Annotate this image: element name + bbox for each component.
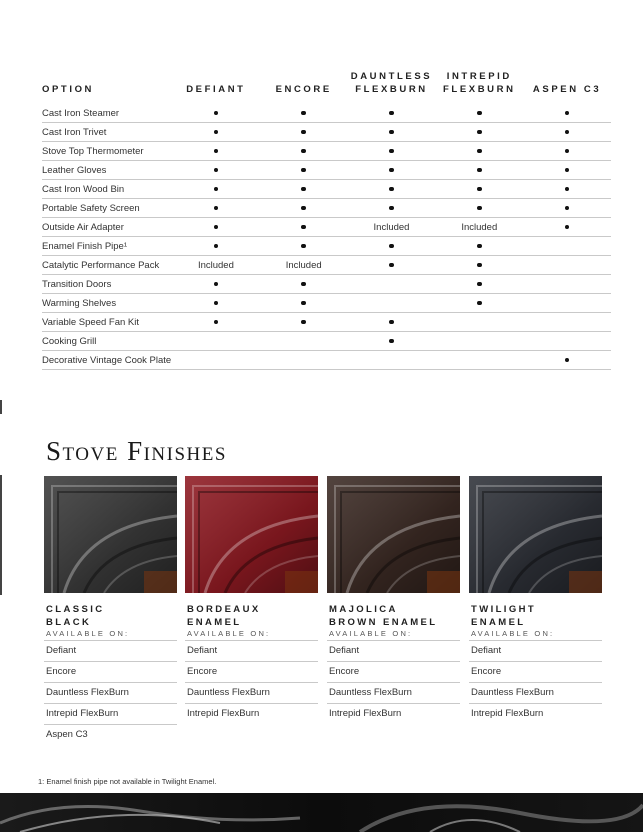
finish-name (44, 603, 177, 629)
finish-name-line: BLACK (46, 617, 92, 628)
bullet-icon (477, 206, 482, 211)
bullet-icon (389, 111, 394, 116)
bullet-icon (477, 168, 482, 173)
option-row (42, 294, 611, 313)
bullet-icon (477, 130, 482, 135)
option-cell (260, 351, 348, 370)
option-cell (172, 123, 260, 142)
bullet-icon (565, 206, 570, 211)
option-cell (172, 237, 260, 256)
option-cell (348, 161, 436, 180)
option-cell (435, 294, 523, 313)
option-cell (523, 294, 611, 313)
option-cell (348, 104, 436, 123)
bullet-icon (301, 149, 306, 154)
header-line: ASPEN C3 (532, 84, 602, 95)
header-option: OPTION (42, 84, 95, 95)
bullet-icon (565, 358, 570, 363)
finish-card (44, 476, 177, 745)
bullet-icon (477, 263, 482, 268)
model-item: Defiant (44, 641, 177, 662)
bullet-icon (389, 206, 394, 211)
bullet-icon (214, 149, 219, 154)
option-cell (523, 142, 611, 161)
bullet-icon (301, 225, 306, 230)
option-cell (523, 199, 611, 218)
option-row (42, 180, 611, 199)
bullet-icon (477, 244, 482, 249)
option-cell (260, 237, 348, 256)
option-row (42, 332, 611, 351)
bullet-icon (214, 282, 219, 287)
option-cell (260, 104, 348, 123)
bullet-icon (214, 111, 219, 116)
option-cell: Included (172, 256, 260, 275)
model-item: Dauntless FlexBurn (327, 683, 460, 704)
option-cell (172, 275, 260, 294)
option-cell (172, 218, 260, 237)
header-line: ENCORE (275, 84, 332, 95)
header-line: FLEXBURN (443, 84, 516, 95)
bullet-icon (389, 130, 394, 135)
available-on-label: AVAILABLE ON: (469, 629, 602, 641)
model-item: Encore (469, 662, 602, 683)
finish-card (327, 476, 460, 724)
option-cell (348, 332, 436, 351)
option-row (42, 351, 611, 370)
option-row (42, 199, 611, 218)
option-cell (348, 294, 436, 313)
option-row (42, 142, 611, 161)
model-item: Encore (327, 662, 460, 683)
option-cell (435, 237, 523, 256)
header-line: INTREPID (446, 71, 512, 82)
option-name: Decorative Vintage Cook Plate (42, 351, 172, 370)
stove-photo-strip (0, 793, 643, 832)
option-cell (172, 351, 260, 370)
option-name: Transition Doors (42, 275, 172, 294)
bullet-icon (301, 282, 306, 287)
bullet-icon (389, 187, 394, 192)
model-item: Defiant (469, 641, 602, 662)
option-cell (523, 313, 611, 332)
option-cell (348, 256, 436, 275)
header-defiant (172, 70, 260, 104)
bullet-icon (301, 187, 306, 192)
option-cell (435, 256, 523, 275)
bullet-icon (477, 187, 482, 192)
option-cell: Included (260, 256, 348, 275)
model-item: Dauntless FlexBurn (469, 683, 602, 704)
option-row (42, 313, 611, 332)
model-item: Aspen C3 (46, 729, 88, 740)
available-on-label: AVAILABLE ON: (327, 629, 460, 641)
option-cell (260, 218, 348, 237)
option-name: Cast Iron Steamer (42, 104, 172, 123)
finish-name-line: BORDEAUX (187, 604, 261, 615)
options-table-body (42, 104, 611, 370)
bullet-icon (565, 225, 570, 230)
header-encore (260, 70, 348, 104)
available-on-label: AVAILABLE ON: (44, 629, 177, 641)
option-cell (260, 180, 348, 199)
option-row (42, 161, 611, 180)
model-item: Dauntless FlexBurn (185, 683, 318, 704)
model-item: Intrepid FlexBurn (329, 708, 402, 719)
option-cell (260, 275, 348, 294)
bullet-icon (214, 320, 219, 325)
bullet-icon (214, 168, 219, 173)
option-cell (523, 123, 611, 142)
option-cell (172, 180, 260, 199)
bullet-icon (477, 301, 482, 306)
bullet-icon (565, 111, 570, 116)
finish-name (469, 603, 602, 629)
edge-mark (0, 475, 2, 595)
option-cell (435, 332, 523, 351)
option-cell (348, 199, 436, 218)
finish-name (185, 603, 318, 629)
option-cell (523, 237, 611, 256)
bullet-icon (301, 130, 306, 135)
option-name: Cast Iron Trivet (42, 123, 172, 142)
header-intrepid (435, 70, 523, 104)
option-name: Warming Shelves (42, 294, 172, 313)
options-table (42, 70, 611, 370)
option-cell (172, 199, 260, 218)
finish-swatch (327, 476, 460, 593)
option-cell (348, 123, 436, 142)
bullet-icon (301, 301, 306, 306)
model-list (469, 641, 602, 724)
bullet-icon (389, 320, 394, 325)
bullet-icon (301, 320, 306, 325)
bullet-icon (301, 206, 306, 211)
finish-swatch (469, 476, 602, 593)
model-item: Intrepid FlexBurn (44, 704, 177, 725)
option-cell (523, 180, 611, 199)
option-row (42, 275, 611, 294)
header-dauntless (348, 70, 436, 104)
bullet-icon (214, 187, 219, 192)
option-cell: Included (348, 218, 436, 237)
model-list (44, 641, 177, 745)
header-line: FLEXBURN (355, 84, 428, 95)
option-cell (260, 142, 348, 161)
option-cell (260, 199, 348, 218)
option-cell (523, 256, 611, 275)
finish-name-line: CLASSIC (46, 604, 105, 615)
options-table-header (42, 70, 611, 104)
option-cell (523, 351, 611, 370)
option-cell (260, 294, 348, 313)
model-item: Dauntless FlexBurn (44, 683, 177, 704)
model-list (185, 641, 318, 724)
finishes-title: Stove Finishes (46, 436, 227, 466)
bullet-icon (389, 149, 394, 154)
option-cell (435, 123, 523, 142)
option-cell (348, 313, 436, 332)
bullet-icon (301, 244, 306, 249)
option-cell (172, 313, 260, 332)
bullet-icon (565, 130, 570, 135)
bullet-icon (565, 168, 570, 173)
finish-card (185, 476, 318, 724)
finish-name-line: BROWN ENAMEL (329, 617, 438, 628)
option-cell (172, 161, 260, 180)
option-cell (260, 123, 348, 142)
bullet-icon (565, 187, 570, 192)
available-on-label: AVAILABLE ON: (185, 629, 318, 641)
option-row (42, 237, 611, 256)
model-item: Encore (44, 662, 177, 683)
option-cell (435, 142, 523, 161)
bullet-icon (389, 339, 394, 344)
option-cell (348, 275, 436, 294)
option-cell (172, 294, 260, 313)
option-cell (172, 104, 260, 123)
bullet-icon (389, 168, 394, 173)
option-row (42, 218, 611, 237)
finish-name-line: MAJOLICA (329, 604, 398, 615)
option-cell (435, 180, 523, 199)
option-cell (348, 142, 436, 161)
bullet-icon (301, 168, 306, 173)
option-name: Enamel Finish Pipe¹ (42, 237, 172, 256)
bullet-icon (565, 149, 570, 154)
bullet-icon (301, 111, 306, 116)
option-name: Cooking Grill (42, 332, 172, 351)
option-cell (260, 313, 348, 332)
option-cell (523, 161, 611, 180)
model-item: Intrepid FlexBurn (471, 708, 544, 719)
model-item: Defiant (185, 641, 318, 662)
finish-swatch (185, 476, 318, 593)
option-name: Variable Speed Fan Kit (42, 313, 172, 332)
finish-name-line: ENAMEL (471, 617, 526, 628)
model-item: Encore (185, 662, 318, 683)
option-cell (523, 104, 611, 123)
header-line: DEFIANT (186, 84, 246, 95)
model-item: Defiant (327, 641, 460, 662)
option-cell (435, 161, 523, 180)
bullet-icon (389, 244, 394, 249)
option-name: Leather Gloves (42, 161, 172, 180)
option-cell (523, 275, 611, 294)
edge-mark (0, 400, 2, 414)
option-cell (260, 161, 348, 180)
header-aspen (523, 70, 611, 104)
footnote: 1: Enamel finish pipe not available in Twilight Enamel. (38, 777, 217, 786)
finish-name (327, 603, 460, 629)
option-cell (435, 313, 523, 332)
option-name: Cast Iron Wood Bin (42, 180, 172, 199)
bullet-icon (477, 282, 482, 287)
bullet-icon (214, 225, 219, 230)
finish-card (469, 476, 602, 724)
finish-name-line: ENAMEL (187, 617, 242, 628)
bullet-icon (477, 149, 482, 154)
option-cell: Included (435, 218, 523, 237)
option-name: Stove Top Thermometer (42, 142, 172, 161)
option-cell (348, 180, 436, 199)
option-row (42, 123, 611, 142)
bullet-icon (477, 111, 482, 116)
bullet-icon (214, 130, 219, 135)
option-row (42, 104, 611, 123)
bullet-icon (389, 263, 394, 268)
option-cell (348, 237, 436, 256)
bullet-icon (214, 206, 219, 211)
header-line: DAUNTLESS (350, 71, 433, 82)
option-cell (435, 275, 523, 294)
option-cell (523, 332, 611, 351)
option-cell (260, 332, 348, 351)
option-row (42, 256, 611, 275)
bullet-icon (214, 301, 219, 306)
bullet-icon (214, 244, 219, 249)
option-cell (348, 351, 436, 370)
option-name: Catalytic Performance Pack (42, 256, 172, 275)
option-cell (435, 104, 523, 123)
model-list (327, 641, 460, 724)
option-cell (435, 199, 523, 218)
option-name: Portable Safety Screen (42, 199, 172, 218)
option-cell (172, 332, 260, 351)
finish-name-line: TWILIGHT (471, 604, 537, 615)
finish-swatch (44, 476, 177, 593)
model-item: Intrepid FlexBurn (187, 708, 260, 719)
option-cell (435, 351, 523, 370)
option-cell (523, 218, 611, 237)
option-name: Outside Air Adapter (42, 218, 172, 237)
option-cell (172, 142, 260, 161)
